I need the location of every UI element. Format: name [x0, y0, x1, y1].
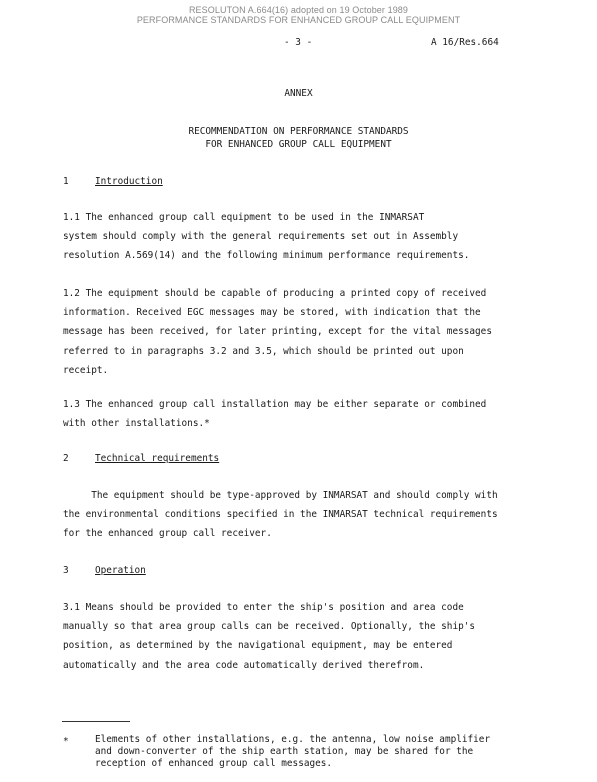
text-line: receipt. — [63, 364, 109, 376]
footnote-marker: * — [63, 736, 69, 747]
page-number: - 3 - — [284, 37, 313, 48]
section-heading-technical-requirements: Technical requirements — [95, 453, 220, 464]
paragraph-2 — [63, 486, 543, 544]
footnote-separator — [62, 721, 130, 722]
paragraph-1-1 — [63, 208, 543, 266]
text-line: The equipment should be type-approved by INMARSAT and should comply with — [63, 490, 498, 501]
section-heading-operation: Operation — [95, 565, 146, 576]
section-number: 1 — [63, 176, 69, 187]
section-number: 3 — [63, 565, 69, 576]
text-line: message has been received, for later printing, except for the vital messages — [63, 326, 492, 338]
header-subject: PERFORMANCE STANDARDS FOR ENHANCED GROUP CALL EQUIPMENT — [136, 15, 461, 25]
text-line: system should comply with the general requirements set out in Assembly — [63, 231, 459, 243]
text-line: 3.1 Means should be provided to enter the ship's position and area code — [63, 602, 464, 613]
title-line-2: FOR ENHANCED GROUP CALL EQUIPMENT — [205, 139, 392, 150]
paragraph-1-3 — [63, 395, 543, 433]
title-line-1: RECOMMENDATION ON PERFORMANCE STANDARDS — [188, 126, 409, 137]
section-number: 2 — [63, 453, 69, 464]
text-line: automatically and the area code automatically derived therefrom. — [63, 659, 425, 671]
text-line: reception of enhanced group call messages. — [95, 757, 333, 769]
text-line: referred to in paragraphs 3.2 and 3.5, which should be printed out upon — [63, 345, 464, 357]
text-line: 1.1 The enhanced group call equipment to be used in the INMARSAT — [63, 212, 425, 223]
text-line: the environmental conditions specified in the INMARSAT technical requirements — [63, 509, 498, 521]
text-line: for the enhanced group call receiver. — [63, 528, 272, 540]
text-line: position, as determined by the navigational equipment, may be entered — [63, 640, 453, 652]
annex-heading: ANNEX — [284, 88, 313, 99]
text-line: and down-converter of the ship earth station, may be shared for the — [95, 745, 474, 757]
text-line: 1.2 The equipment should be capable of producing a printed copy of received — [63, 288, 487, 299]
paragraph-1-2 — [63, 284, 543, 380]
text-line: 1.3 The enhanced group call installation may be either separate or combined — [63, 399, 487, 410]
text-line: resolution A.569(14) and the following minimum performance requirements. — [63, 250, 470, 262]
header-resolution: RESOLUTON A.664(16) adopted on 19 October 1989 — [188, 5, 409, 15]
text-line: manually so that area group calls can be received. Optionally, the ship's — [63, 621, 476, 633]
document-reference: A 16/Res.664 — [431, 37, 499, 48]
footnote-text — [95, 734, 490, 769]
text-line: Elements of other installations, e.g. the antenna, low noise amplifier — [95, 734, 491, 745]
text-line: with other installations.* — [63, 418, 210, 430]
text-line: information. Received EGC messages may be stored, with indication that the — [63, 307, 481, 319]
paragraph-3-1 — [63, 598, 543, 675]
section-heading-introduction: Introduction — [95, 176, 163, 187]
